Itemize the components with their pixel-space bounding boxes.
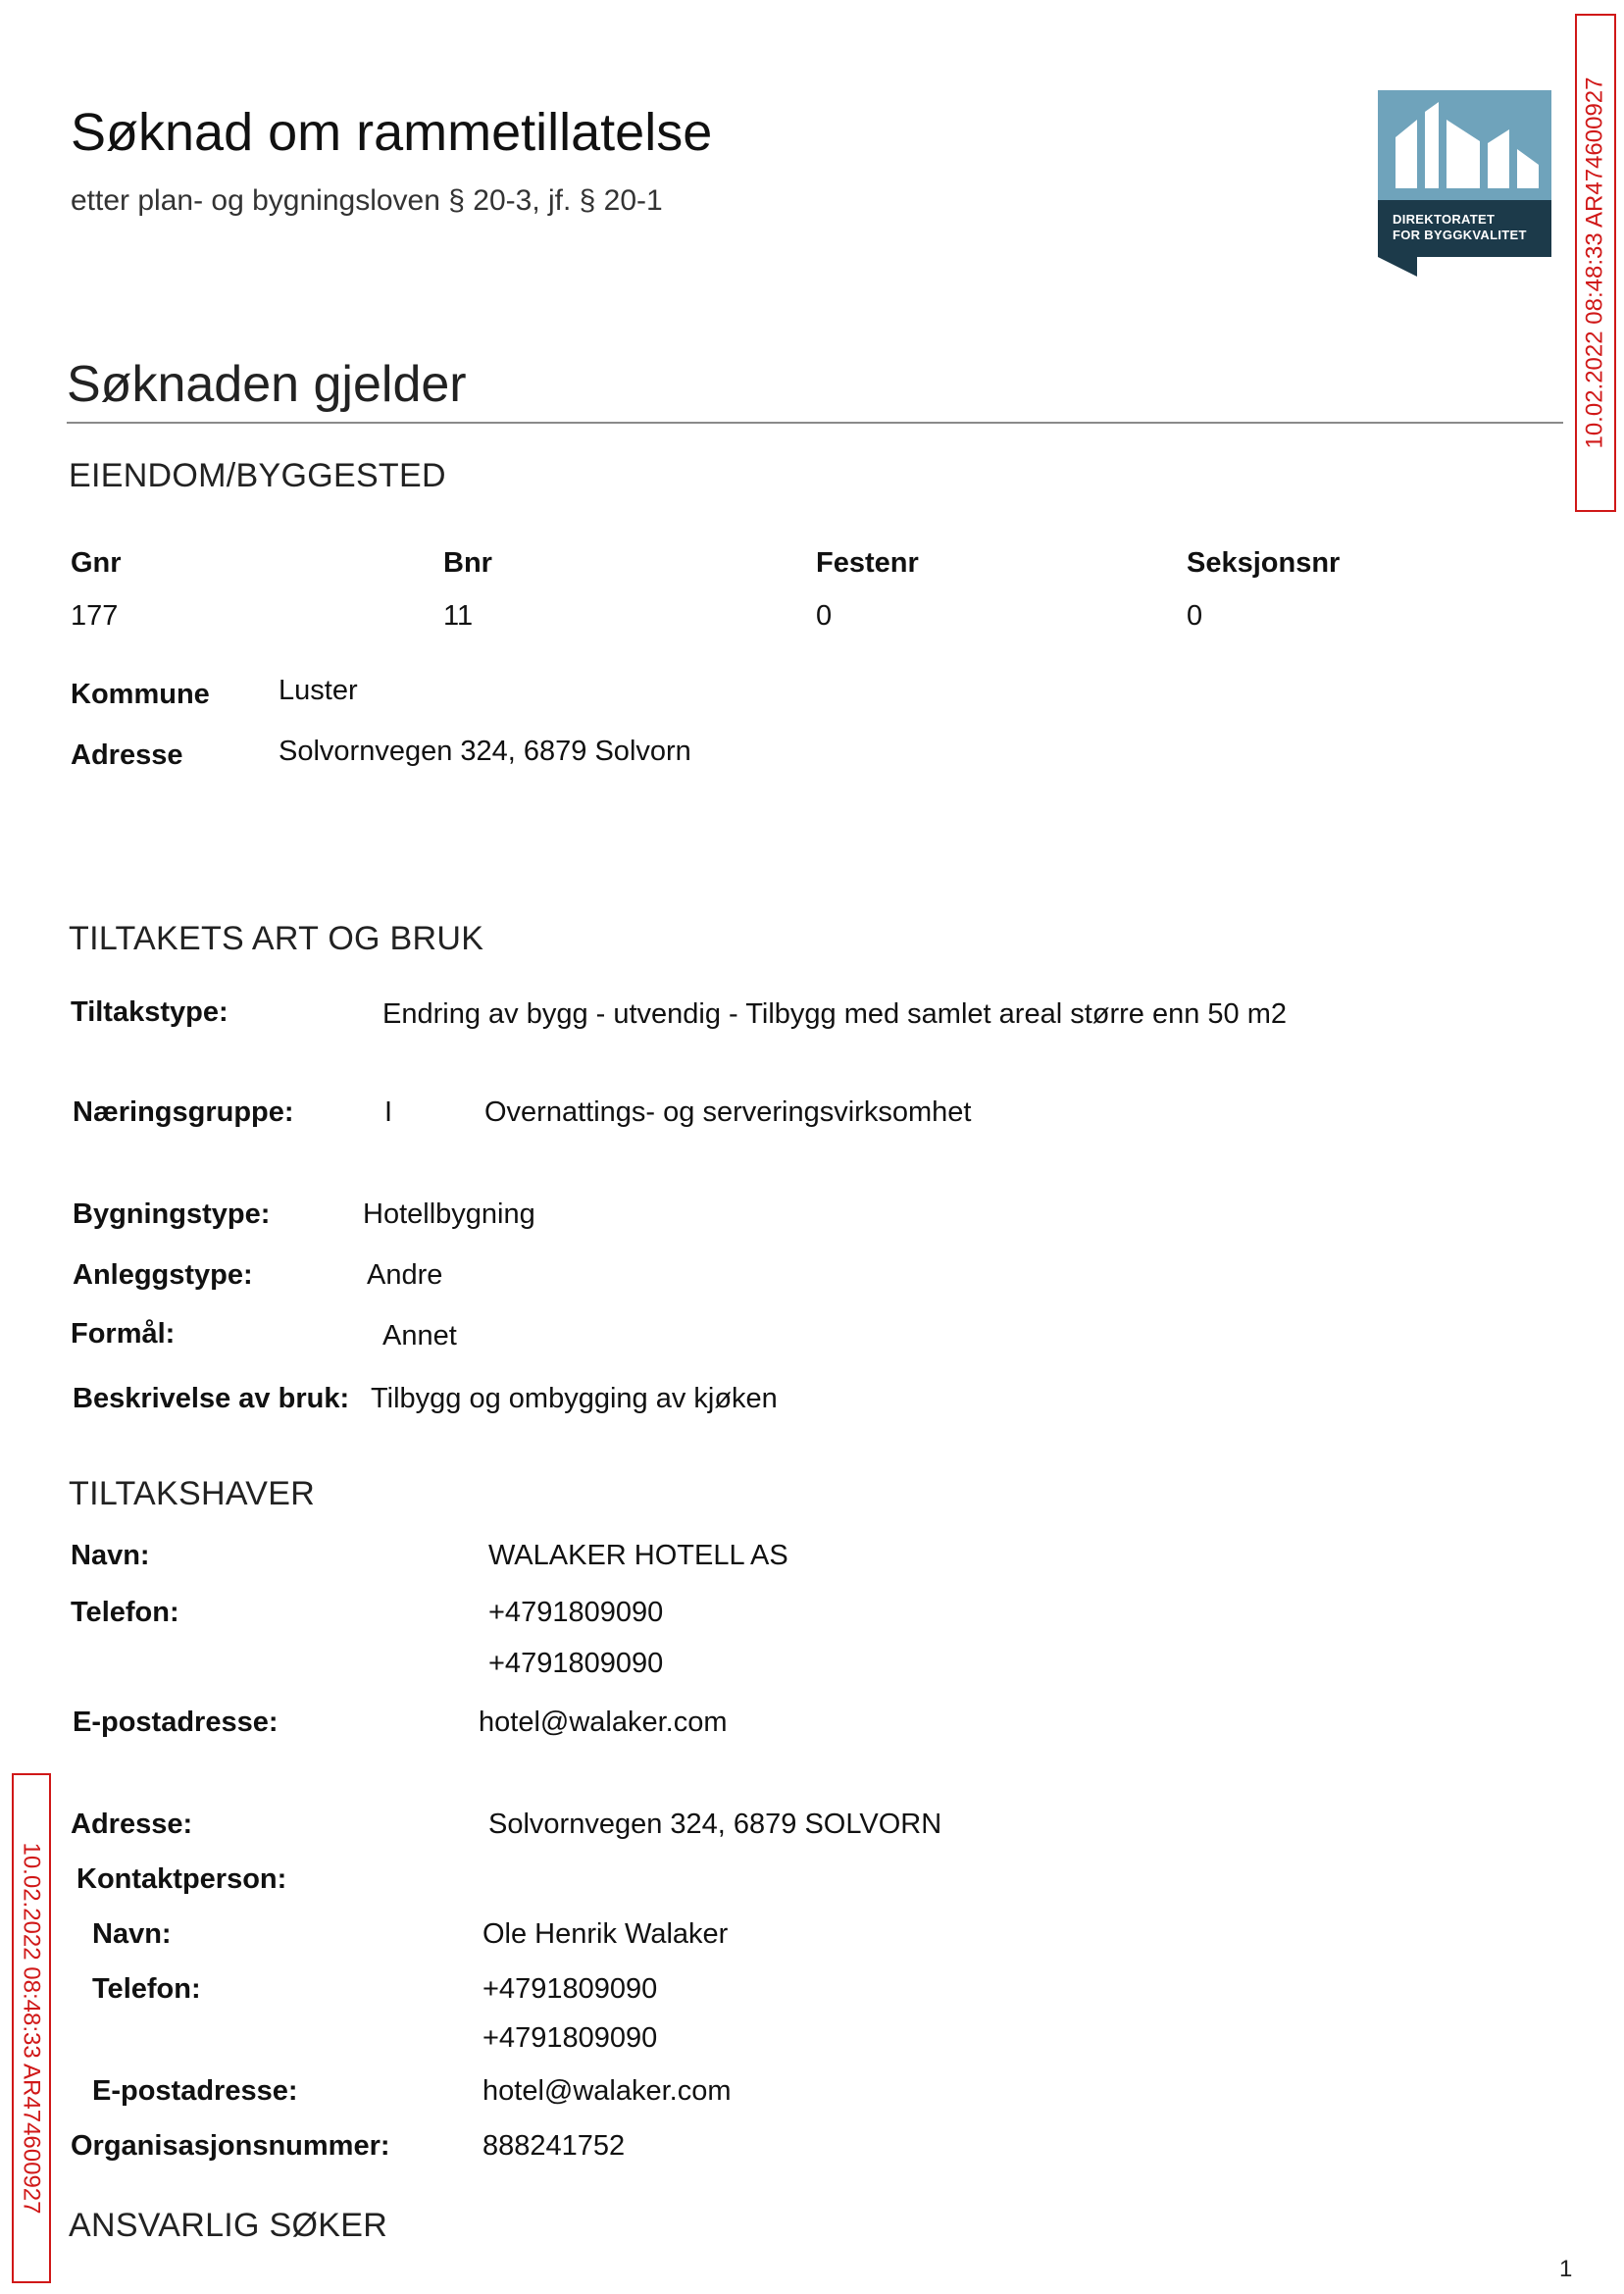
archive-stamp-left <box>12 1773 51 2283</box>
bygningstype-label: Bygningstype: <box>73 1198 271 1230</box>
document-title: Søknad om rammetillatelse <box>71 103 713 162</box>
tiltakshaver-heading: TILTAKSHAVER <box>69 1475 316 1512</box>
archive-stamp-top <box>1575 14 1616 512</box>
formal-value: Annet <box>382 1320 457 1351</box>
kontaktperson-telefon-2: +4791809090 <box>482 2022 658 2054</box>
anleggstype-value: Andre <box>367 1259 443 1291</box>
gnr-label: Gnr <box>71 547 122 579</box>
dibk-logo-icon <box>1378 90 1551 277</box>
section-title: Søknaden gjelder <box>67 356 467 413</box>
gnr-value: 177 <box>71 600 119 632</box>
kontaktperson-navn-label: Navn: <box>92 1918 172 1950</box>
kommune-label: Kommune <box>71 679 210 710</box>
tiltakstype-label: Tiltakstype: <box>71 996 228 1028</box>
document-subtitle: etter plan- og bygningsloven § 20-3, jf. § 20-1 <box>71 184 663 217</box>
tiltakshaver-navn-label: Navn: <box>71 1540 150 1571</box>
naeringsgruppe-value: Overnattings- og serveringsvirksomhet <box>484 1096 972 1128</box>
tiltakshaver-adresse-value: Solvornvegen 324, 6879 SOLVORN <box>488 1809 942 1840</box>
section-divider <box>67 422 1563 424</box>
logo-line-2: FOR BYGGKVALITET <box>1393 228 1527 242</box>
orgnr-label: Organisasjonsnummer: <box>71 2130 390 2162</box>
kontaktperson-telefon-1: +4791809090 <box>482 1973 658 2005</box>
seksjonsnr-label: Seksjonsnr <box>1187 547 1341 579</box>
tiltakshaver-navn-value: WALAKER HOTELL AS <box>488 1540 788 1571</box>
tiltakshaver-epost-label: E-postadresse: <box>73 1707 279 1738</box>
page-number: 1 <box>1559 2256 1573 2282</box>
bnr-label: Bnr <box>443 547 492 579</box>
eiendom-heading: EIENDOM/BYGGESTED <box>69 457 446 494</box>
tiltak-heading: TILTAKETS ART OG BRUK <box>69 920 484 957</box>
kontaktperson-epost-value: hotel@walaker.com <box>482 2075 732 2107</box>
anleggstype-label: Anleggstype: <box>73 1259 253 1291</box>
festenr-label: Festenr <box>816 547 919 579</box>
tiltakstype-value: Endring av bygg - utvendig - Tilbygg med samlet areal større enn 50 m2 <box>382 998 1288 1030</box>
formal-label: Formål: <box>71 1318 176 1350</box>
kontaktperson-telefon-label: Telefon: <box>92 1973 201 2005</box>
festenr-value: 0 <box>816 600 833 632</box>
kommune-value: Luster <box>279 675 358 706</box>
kontaktperson-navn-value: Ole Henrik Walaker <box>482 1918 729 1950</box>
ansvarlig-soker-heading: ANSVARLIG SØKER <box>69 2207 388 2244</box>
tiltakshaver-telefon-1: +4791809090 <box>488 1597 664 1628</box>
adresse-label: Adresse <box>71 739 183 771</box>
bnr-value: 11 <box>443 600 474 632</box>
adresse-value: Solvornvegen 324, 6879 Solvorn <box>279 736 691 767</box>
tiltakshaver-telefon-label: Telefon: <box>71 1597 179 1628</box>
naeringsgruppe-label: Næringsgruppe: <box>73 1096 294 1128</box>
seksjonsnr-value: 0 <box>1187 600 1203 632</box>
logo-caption <box>1393 212 1527 243</box>
kontaktperson-label: Kontaktperson: <box>76 1863 287 1895</box>
stamp-text: 10.02.2022 08:48:33 AR474600927 <box>19 1842 45 2215</box>
naeringsgruppe-code: I <box>384 1096 393 1128</box>
tiltakshaver-telefon-2: +4791809090 <box>488 1648 664 1679</box>
tiltakshaver-epost-value: hotel@walaker.com <box>479 1707 728 1738</box>
bygningstype-value: Hotellbygning <box>363 1198 535 1230</box>
orgnr-value: 888241752 <box>482 2130 626 2162</box>
stamp-text: 10.02.2022 08:48:33 AR474600927 <box>1582 76 1608 449</box>
beskrivelse-value: Tilbygg og ombygging av kjøken <box>371 1383 778 1414</box>
beskrivelse-label: Beskrivelse av bruk: <box>73 1383 350 1414</box>
logo-line-1: DIREKTORATET <box>1393 212 1496 227</box>
tiltakshaver-adresse-label: Adresse: <box>71 1809 193 1840</box>
kontaktperson-epost-label: E-postadresse: <box>92 2075 298 2107</box>
